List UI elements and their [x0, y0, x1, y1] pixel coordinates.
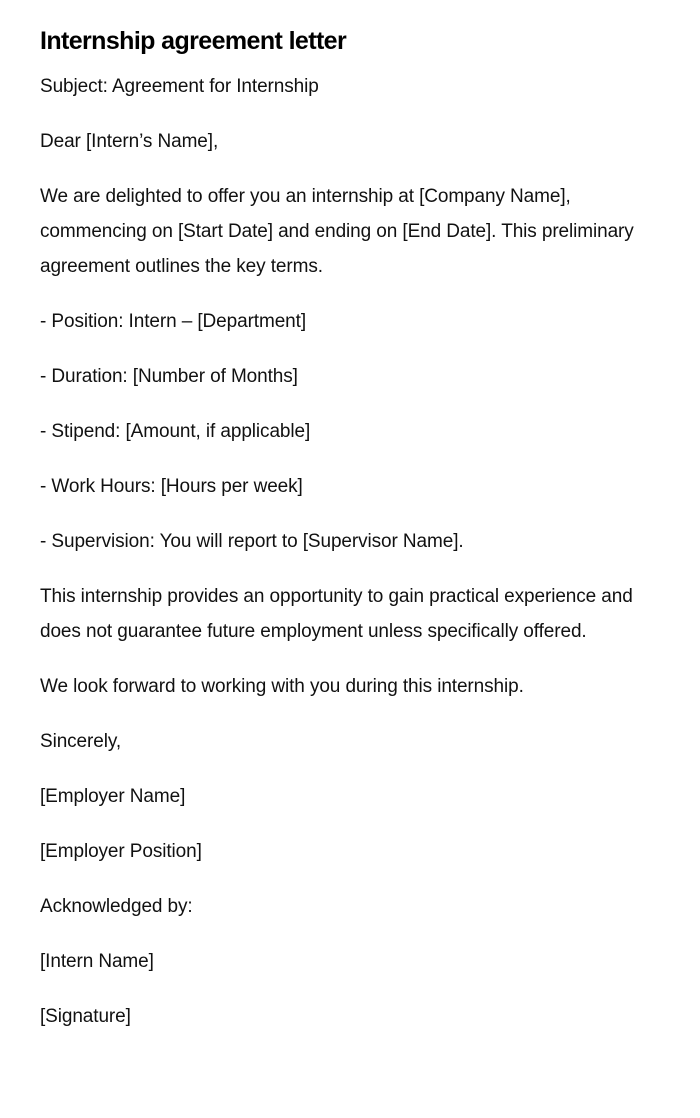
intro-paragraph: We are delighted to offer you an internship at [Company Name], commencing on [Start Date] and ending on [End Date]. This preliminary agreement outlines the key terms.: [40, 186, 634, 277]
acknowledged-label: Acknowledged by:: [40, 896, 193, 917]
term-duration: - Duration: [Number of Months]: [40, 366, 298, 387]
term-work-hours: - Work Hours: [Hours per week]: [40, 476, 303, 497]
term-stipend: - Stipend: [Amount, if applicable]: [40, 421, 311, 442]
closing-line: We look forward to working with you during this internship.: [40, 676, 524, 697]
term-position: - Position: Intern – [Department]: [40, 311, 306, 332]
subject-line: Subject: Agreement for Internship: [40, 76, 319, 97]
signature-field: [Signature]: [40, 1006, 131, 1027]
sign-off: Sincerely,: [40, 731, 122, 752]
term-supervision: - Supervision: You will report to [Supervisor Name].: [40, 531, 464, 552]
document-title: Internship agreement letter: [40, 27, 347, 55]
disclaimer-paragraph: This internship provides an opportunity to gain practical experience and does not guarantee future employment unless specifically offered.: [40, 586, 633, 642]
employer-position: [Employer Position]: [40, 841, 202, 862]
intern-name: [Intern Name]: [40, 951, 154, 972]
employer-name: [Employer Name]: [40, 786, 186, 807]
terms-list: [40, 304, 660, 559]
salutation: Dear [Intern’s Name],: [40, 131, 219, 152]
